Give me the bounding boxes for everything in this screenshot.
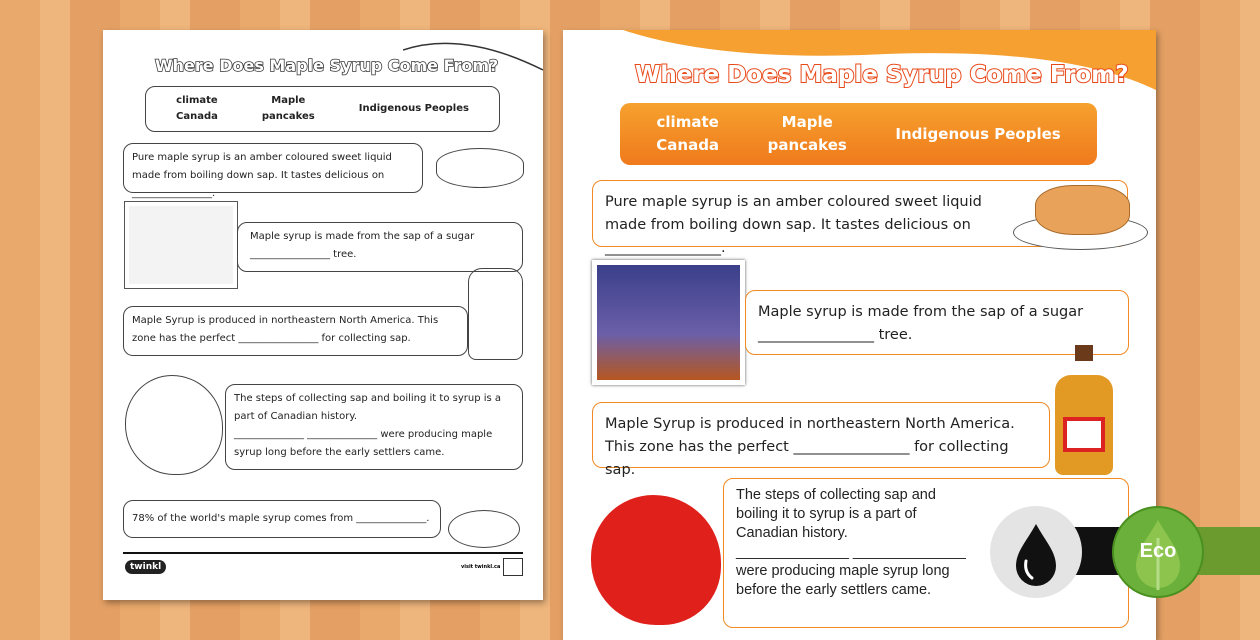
syrup-bottle-image — [468, 268, 523, 360]
question-3: Maple Syrup is produced in northeastern North America. This zone has the perfect ________________ for collecting sap. — [123, 306, 468, 356]
word-bank — [620, 103, 1097, 165]
question-5: 78% of the world's maple syrup comes from ______________. — [123, 500, 441, 538]
question-4-text: The steps of collecting sap and boiling it to syrup is a part of Canadian history. — [736, 487, 936, 541]
footer-divider — [123, 552, 523, 554]
badge-logo — [503, 558, 523, 576]
word-3: Indigenous Peoples — [895, 124, 1061, 143]
word-bank — [145, 86, 500, 132]
question-2: Maple syrup is made from the sap of a sugar ________________ tree. — [237, 222, 523, 272]
question-1: Pure maple syrup is an amber coloured sweet liquid made from boiling down sap. It tastes delicious on ________________. — [123, 143, 423, 193]
ink-drop-icon — [990, 506, 1082, 598]
eco-badge[interactable] — [1112, 506, 1204, 598]
question-1: Pure maple syrup is an amber coloured sweet liquid made from boiling down sap. It tastes delicious on ________________. — [592, 180, 1128, 247]
pancakes-image — [1013, 180, 1148, 252]
ink-saver-badge[interactable] — [990, 506, 1082, 598]
word-1: climate Canada — [656, 113, 720, 154]
word-1: climate Canada — [176, 95, 218, 122]
eco-label: Eco — [1139, 540, 1177, 562]
question-3: Maple Syrup is produced in northeastern North America. This zone has the perfect ________________ for collecting sap. — [592, 402, 1050, 468]
question-4 — [225, 384, 523, 470]
footer-site: visit twinkl.ca — [461, 564, 501, 570]
pancakes-image — [436, 148, 524, 188]
word-2: Maple pancakes — [767, 113, 847, 154]
twinkl-logo: twinkl — [125, 560, 166, 574]
photo-tree-image — [592, 260, 745, 385]
photo-tree-image — [125, 202, 237, 288]
word-3: Indigenous Peoples — [358, 103, 469, 114]
tree-image — [125, 375, 223, 475]
question-4-text: The steps of collecting sap and boiling it to syrup is a part of Canadian history. — [234, 393, 502, 422]
tree-image — [591, 495, 721, 625]
page-title: Where Does Maple Syrup Come From? — [635, 62, 1129, 88]
syrup-splash-image — [448, 510, 520, 548]
word-2: Maple pancakes — [261, 95, 315, 122]
question-4-blank: ______________ ______________ were producing maple syrup long before the early settlers came. — [234, 429, 493, 458]
page-title: Where Does Maple Syrup Come From? — [155, 56, 499, 75]
worksheet-bw — [103, 30, 543, 600]
syrup-bottle-image — [1055, 345, 1113, 475]
question-2: Maple syrup is made from the sap of a sugar ________________ tree. — [745, 290, 1129, 355]
question-4-blank: ______________ ______________ were producing maple syrup long before the early settlers came. — [736, 544, 966, 598]
